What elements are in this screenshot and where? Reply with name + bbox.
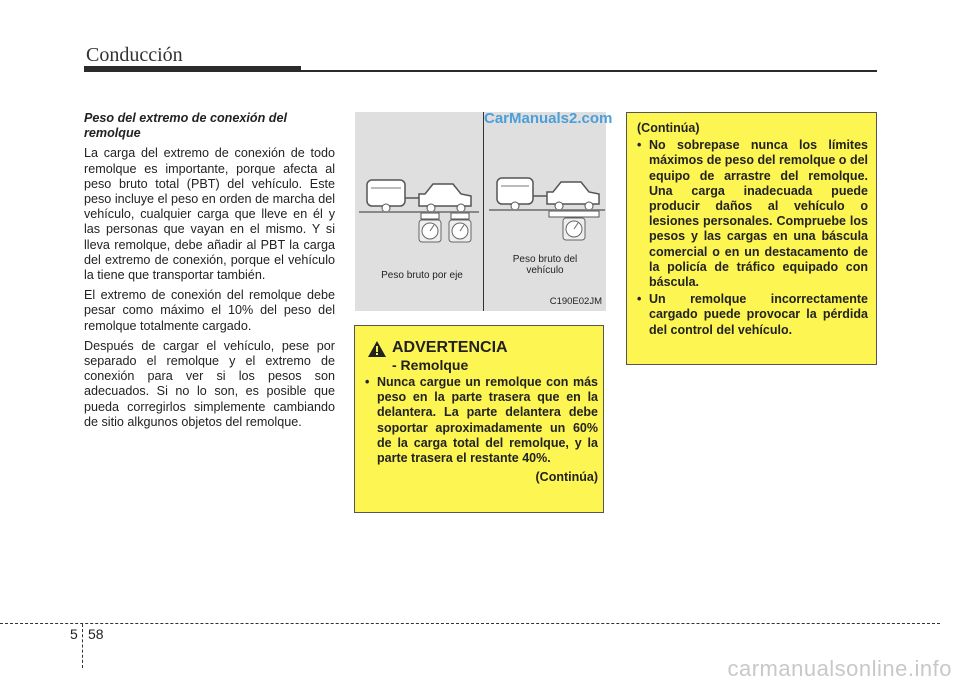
- continues-label: (Continúa): [535, 470, 598, 485]
- continued-warning-box: [626, 112, 877, 365]
- list-item: [637, 292, 868, 338]
- body-column: [84, 111, 335, 435]
- trailer-weight-figure: [355, 112, 606, 311]
- list-item: [365, 375, 598, 466]
- list-item: [637, 138, 868, 290]
- continued-heading: (Continúa): [637, 121, 700, 135]
- label-axle-weight: Peso bruto por eje: [381, 270, 463, 281]
- axle-scale-front: [419, 213, 441, 242]
- paragraph: El extremo de conexión del remolque debe pesar como máximo el 10% del peso del remolque totalmente cargado.: [84, 288, 335, 333]
- warning-text: Un remolque incorrectamente cargado puede provocar la pérdida del control del vehículo.: [649, 292, 868, 337]
- trailer-drawing-left: [367, 180, 419, 212]
- footer-rule: [0, 623, 940, 624]
- header-rule-thin: [301, 70, 877, 72]
- vehicle-scale: [549, 211, 599, 240]
- bullet-icon: •: [637, 292, 642, 307]
- bullet-icon: •: [365, 375, 370, 389]
- site-watermark: carmanualsonline.info: [727, 656, 952, 681]
- warning-subtitle: - Remolque: [392, 357, 469, 373]
- warning-text: No sobrepase nunca los límites máximos de peso del remolque o del equipo de arrastre del remolque. Una carga inadecuada puede producir daños al vehículo o lesiones personales. Compruebe los pesos y las cargas en una báscula comercial o en un destacamento de la policía de tráfico equipado con báscula.: [649, 138, 868, 290]
- trailer-drawing-right: [497, 178, 547, 210]
- label-vehicle-weight: Peso bruto del vehículo: [512, 254, 578, 276]
- header-rule-thick: [84, 66, 301, 72]
- warning-triangle-icon: [367, 340, 387, 358]
- header-title: Conducción: [86, 44, 183, 66]
- page-number-separator: [82, 624, 83, 668]
- warning-box: [354, 325, 604, 513]
- figure-divider: [483, 112, 484, 311]
- paragraph: Después de cargar el vehículo, pese por separado el remolque y el extremo de conexión para ver si los pesos son adecuados. Si no lo son, es posible que pueda corregirlos simplemente cambiando de sitio alkgunos objetos del remolque.: [84, 338, 335, 429]
- page-number: 58: [88, 626, 104, 642]
- paragraph: La carga del extremo de conexión de todo remolque es importante, porque afecta al peso bruto total (PBT) del vehículo. Este peso incluye el peso en orden de marcha del vehículo, cualquier carga que lleve en él y las personas que vayan en el mismo. Y si lleva remolque, debe añadir al PBT la carga del extremo de conexión, porque el vehículo la tiene que transportar también.: [84, 146, 335, 283]
- car-drawing-left: [419, 184, 471, 212]
- car-drawing-right: [547, 182, 599, 210]
- bullet-icon: •: [637, 138, 642, 153]
- warning-title: ADVERTENCIA: [392, 339, 508, 356]
- warning-body: [365, 375, 598, 485]
- section-number: 5: [70, 626, 78, 642]
- watermark-text: CarManuals2.com: [484, 110, 613, 127]
- axle-scale-rear: [449, 213, 471, 242]
- figure-code: C190E02JM: [549, 296, 602, 307]
- trailer-scale-illustration: [355, 112, 606, 311]
- warning-text: Nunca cargue un remolque con más peso en la parte trasera que en la delantera. La parte delantera debe soportar aproximadamente un 60% de la carga total del remolque, y la parte trasera el restante 40%.: [377, 375, 598, 466]
- section-subheading: Peso del extremo de conexión del remolque: [84, 111, 287, 141]
